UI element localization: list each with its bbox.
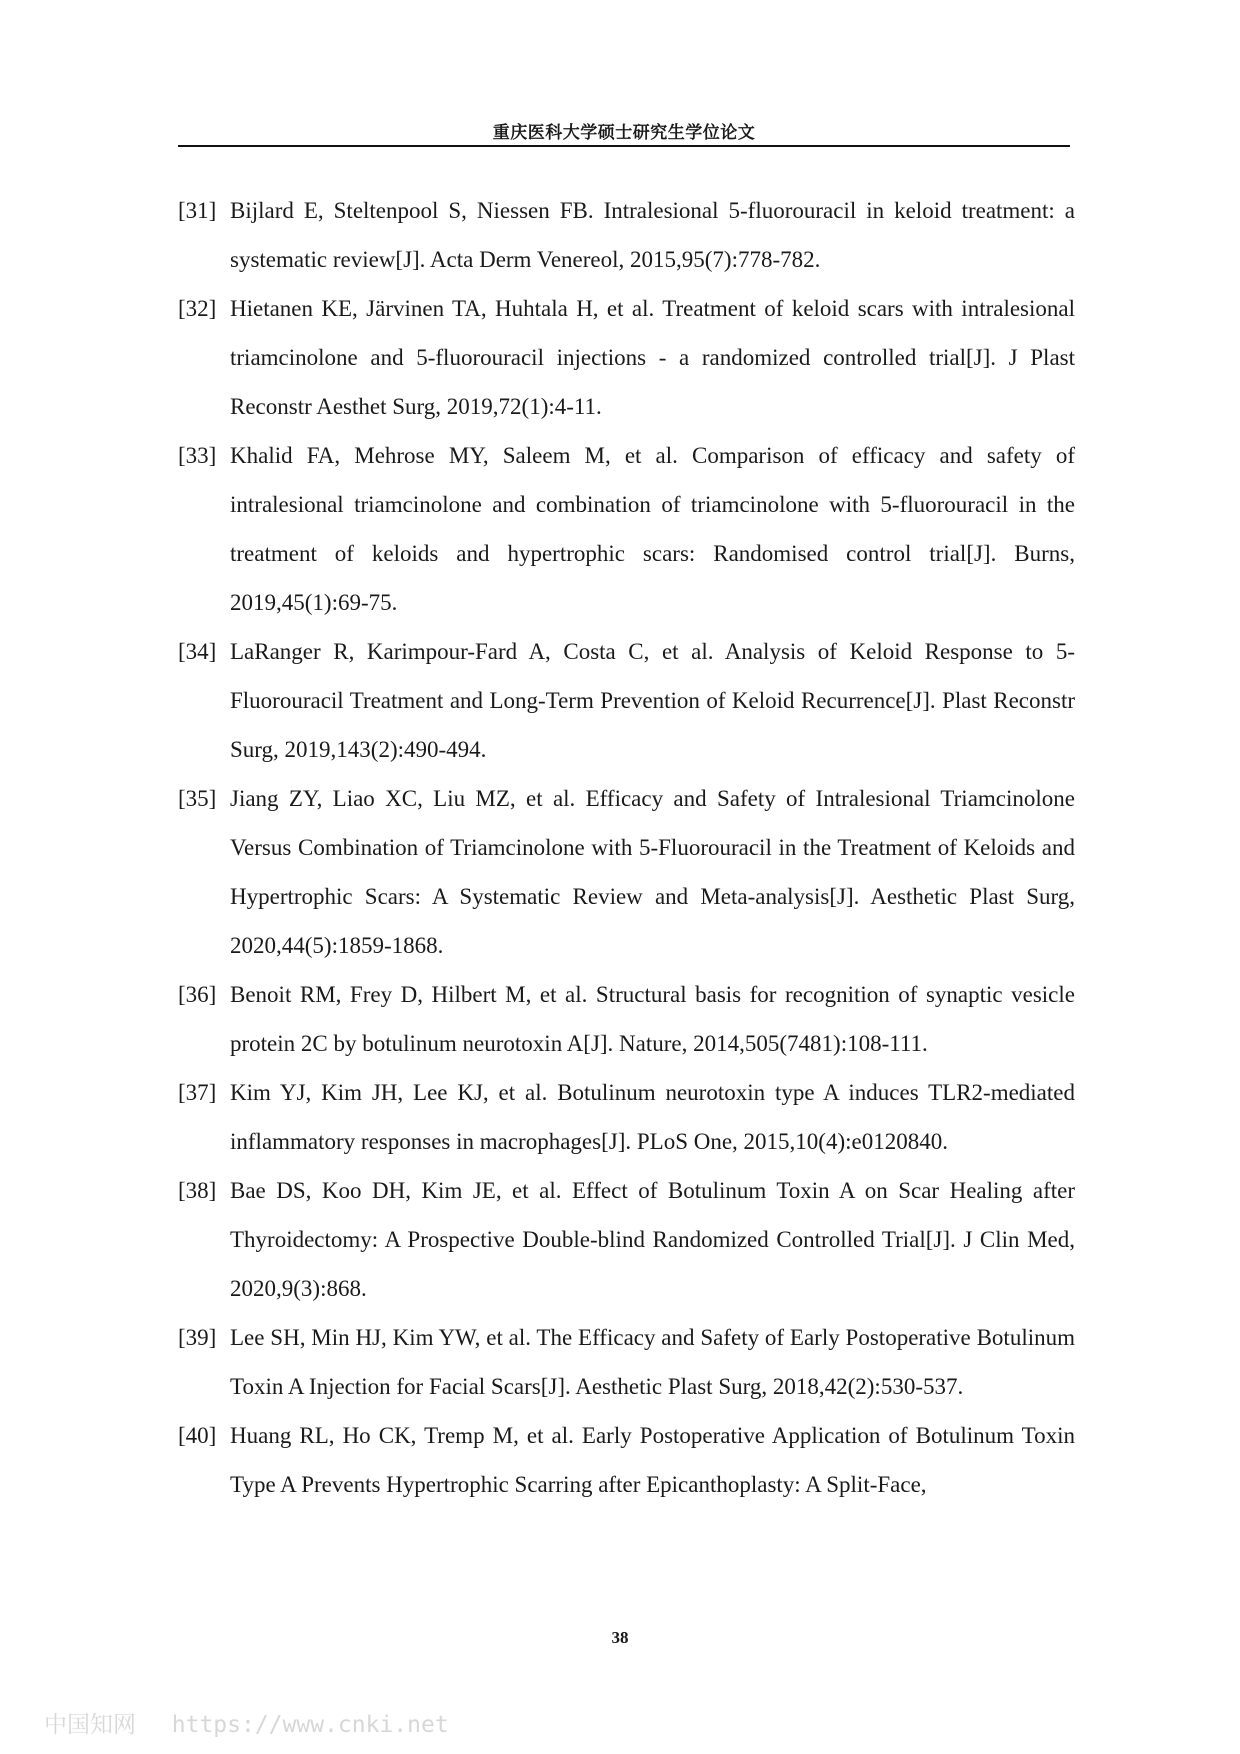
reference-item [178,1313,1075,1411]
watermark-brand: 中国知网 [44,1712,136,1738]
reference-text: Benoit RM, Frey D, Hilbert M, et al. Structural basis for recognition of synaptic vesicle protein 2C by botulinum neurotoxin A[J]. Nature, 2014,505(7481):108-111. [230,982,1075,1056]
reference-item [178,970,1075,1068]
reference-number: [32] [178,296,217,321]
reference-item [178,1068,1075,1166]
reference-item [178,774,1075,970]
reference-item [178,186,1075,284]
reference-number: [39] [178,1325,217,1350]
reference-number: [34] [178,639,217,664]
reference-number: [37] [178,1080,217,1105]
reference-text: Lee SH, Min HJ, Kim YW, et al. The Efficacy and Safety of Early Postoperative Botulinum Toxin A Injection for Facial Scars[J]. Aesthetic Plast Surg, 2018,42(2):530-537. [230,1325,1075,1399]
reference-item [178,284,1075,431]
reference-number: [35] [178,786,217,811]
reference-text: Jiang ZY, Liao XC, Liu MZ, et al. Efficacy and Safety of Intralesional Triamcinolone Versus Combination of Triamcinolone with 5-Fluorouracil in the Treatment of Keloids and Hypertrophic Scars: A Systematic Review and Meta-analysis[J]. Aesthetic Plast Surg, 2020,44(5):1859-1868. [230,786,1075,958]
reference-number: [36] [178,982,217,1007]
cnki-watermark [44,1706,449,1739]
reference-item [178,1411,1075,1509]
reference-text: Bijlard E, Steltenpool S, Niessen FB. Intralesional 5-fluorouracil in keloid treatment: a systematic review[J]. Acta Derm Venereol, 2015,95(7):778-782. [230,198,1075,272]
reference-text: Khalid FA, Mehrose MY, Saleem M, et al. Comparison of efficacy and safety of intralesional triamcinolone and combination of triamcinolone with 5-fluorouracil in the treatment of keloids and hypertrophic scars: Randomised control trial[J]. Burns, 2019,45(1):69-75. [230,443,1075,615]
reference-text: Bae DS, Koo DH, Kim JE, et al. Effect of Botulinum Toxin A on Scar Healing after Thyroidectomy: A Prospective Double-blind Randomized Controlled Trial[J]. J Clin Med, 2020,9(3):868. [230,1178,1075,1301]
reference-number: [40] [178,1423,217,1448]
header-divider [178,145,1070,147]
reference-item [178,1166,1075,1313]
reference-text: LaRanger R, Karimpour-Fard A, Costa C, et al. Analysis of Keloid Response to 5-Fluorouracil Treatment and Long-Term Prevention of Keloid Recurrence[J]. Plast Reconstr Surg, 2019,143(2):490-494. [230,639,1075,762]
page-number: 38 [611,1628,629,1647]
reference-item [178,627,1075,774]
reference-number: [38] [178,1178,217,1203]
page-header-title: 重庆医科大学硕士研究生学位论文 [492,123,756,143]
reference-number: [33] [178,443,217,468]
reference-list [178,186,1075,1509]
reference-text: Huang RL, Ho CK, Tremp M, et al. Early Postoperative Application of Botulinum Toxin Type A Prevents Hypertrophic Scarring after Epicanthoplasty: A Split-Face, [230,1423,1075,1497]
watermark-url: https://www.cnki.net [171,1712,449,1738]
reference-text: Hietanen KE, Järvinen TA, Huhtala H, et al. Treatment of keloid scars with intralesional triamcinolone and 5-fluorouracil injections - a randomized controlled trial[J]. J Plast Reconstr Aesthet Surg, 2019,72(1):4-11. [230,296,1075,419]
reference-text: Kim YJ, Kim JH, Lee KJ, et al. Botulinum neurotoxin type A induces TLR2-mediated inflammatory responses in macrophages[J]. PLoS One, 2015,10(4):e0120840. [230,1080,1075,1154]
reference-item [178,431,1075,627]
reference-number: [31] [178,198,217,223]
